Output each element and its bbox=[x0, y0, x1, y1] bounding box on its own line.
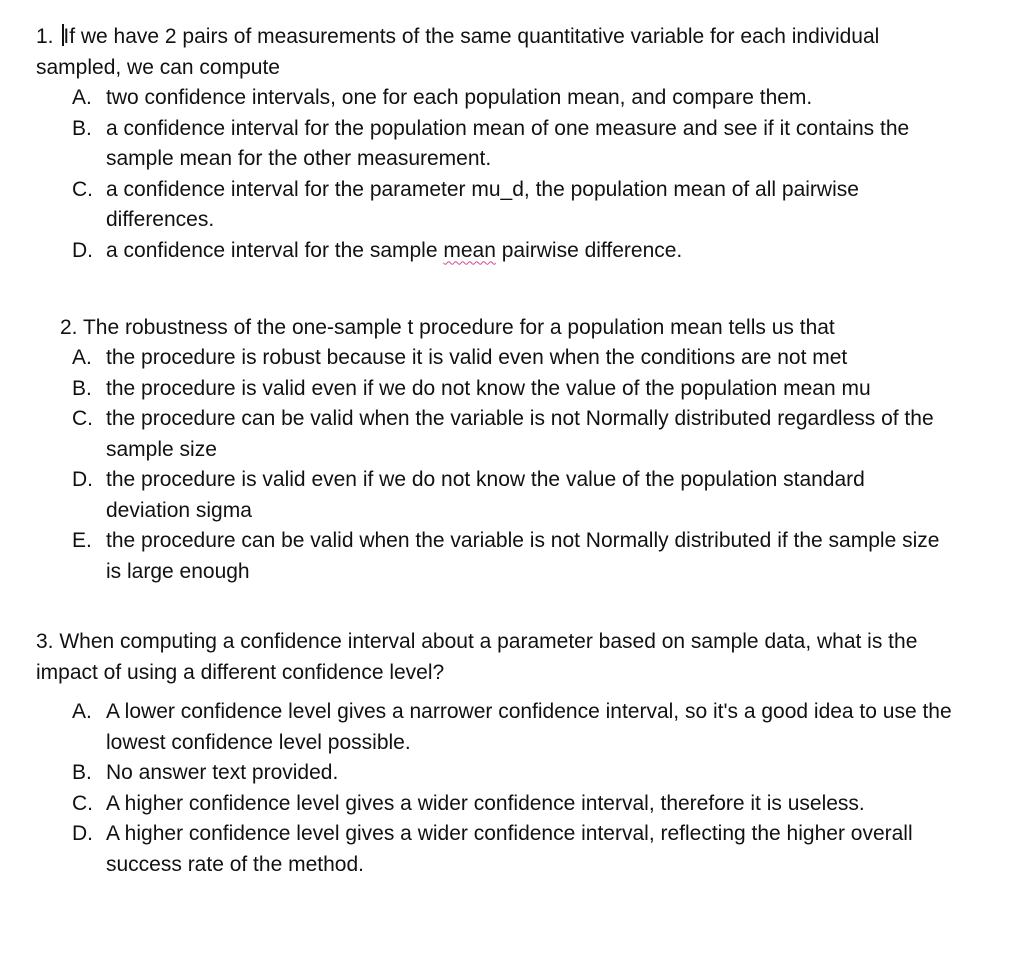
option-text: A higher confidence level gives a wider confidence interval, reflecting the higher overall success rate of the method. bbox=[106, 822, 913, 876]
question-3-option-d bbox=[72, 819, 952, 880]
option-letter: D. bbox=[72, 238, 93, 262]
question-2-option-d bbox=[72, 465, 952, 526]
question-1-stem-first-char: I bbox=[63, 25, 70, 48]
option-text: A higher confidence level gives a wider confidence interval, therefore it is useless. bbox=[106, 791, 865, 815]
option-text: the procedure is robust because it is valid even when the conditions are not met bbox=[106, 346, 848, 369]
option-letter: A. bbox=[72, 346, 92, 369]
question-2-options bbox=[72, 343, 952, 587]
question-1-options bbox=[72, 83, 952, 266]
question-1-option-a bbox=[72, 83, 952, 114]
question-2-option-c bbox=[72, 404, 952, 465]
question-2-stem-text: The robustness of the one-sample t procedure for a population mean tells us that bbox=[82, 316, 835, 339]
question-1-stem-text: f we have 2 pairs of measurements of the same quantitative variable for each individual sampled, we can compute bbox=[36, 25, 880, 79]
option-text: A lower confidence level gives a narrower confidence interval, so it's a good idea to use the lowest confidence level possible. bbox=[106, 700, 952, 754]
option-letter: D. bbox=[72, 822, 93, 845]
option-text: the procedure is valid even if we do not know the value of the population mean mu bbox=[106, 376, 871, 400]
question-3-option-b bbox=[72, 758, 952, 789]
question-3-option-c bbox=[72, 789, 952, 820]
option-letter: A. bbox=[72, 86, 92, 109]
option-text: the procedure is valid even if we do not know the value of the population standard deviation sigma bbox=[106, 468, 865, 522]
question-2-number: 2. bbox=[60, 316, 78, 339]
question-3-options bbox=[72, 697, 952, 880]
question-2-option-a bbox=[72, 343, 952, 374]
option-letter: B. bbox=[72, 116, 92, 140]
question-1-option-c bbox=[72, 175, 952, 236]
option-text-before: a confidence interval for the sample bbox=[106, 238, 444, 262]
question-2-option-e bbox=[72, 526, 952, 587]
option-letter: B. bbox=[72, 761, 92, 784]
question-1-stem bbox=[36, 22, 936, 83]
question-1-number: 1. bbox=[36, 25, 54, 48]
option-letter: B. bbox=[72, 376, 92, 400]
option-text: a confidence interval for the population mean of one measure and see if it contains the sample mean for the other measurement. bbox=[106, 116, 910, 170]
option-letter: C. bbox=[72, 791, 93, 815]
option-text: the procedure can be valid when the variable is not Normally distributed if the sample size is large enough bbox=[106, 529, 940, 583]
question-1-option-b bbox=[72, 114, 952, 175]
question-3-stem-text: When computing a confidence interval about a parameter based on sample data, what is the impact of using a different confidence level? bbox=[36, 630, 918, 684]
option-text-after: pairwise difference. bbox=[495, 238, 683, 262]
question-3-option-a bbox=[72, 697, 952, 758]
spellcheck-flagged-word[interactable]: mean bbox=[443, 238, 496, 262]
question-2-option-b bbox=[72, 374, 952, 405]
question-3-number: 3. bbox=[36, 630, 54, 653]
option-letter: D. bbox=[72, 468, 93, 491]
option-letter: E. bbox=[72, 529, 92, 552]
option-letter: A. bbox=[72, 700, 92, 723]
question-2-stem bbox=[60, 313, 960, 344]
question-3-stem bbox=[36, 627, 936, 688]
option-letter: C. bbox=[72, 407, 93, 430]
option-letter: C. bbox=[72, 177, 93, 201]
option-text: the procedure can be valid when the variable is not Normally distributed regardless of the sample size bbox=[106, 407, 934, 461]
option-text: No answer text provided. bbox=[106, 761, 339, 784]
question-1-option-d bbox=[72, 236, 952, 267]
option-text: a confidence interval for the parameter mu_d, the population mean of all pairwise differences. bbox=[106, 177, 859, 231]
option-text: two confidence intervals, one for each population mean, and compare them. bbox=[106, 86, 813, 109]
